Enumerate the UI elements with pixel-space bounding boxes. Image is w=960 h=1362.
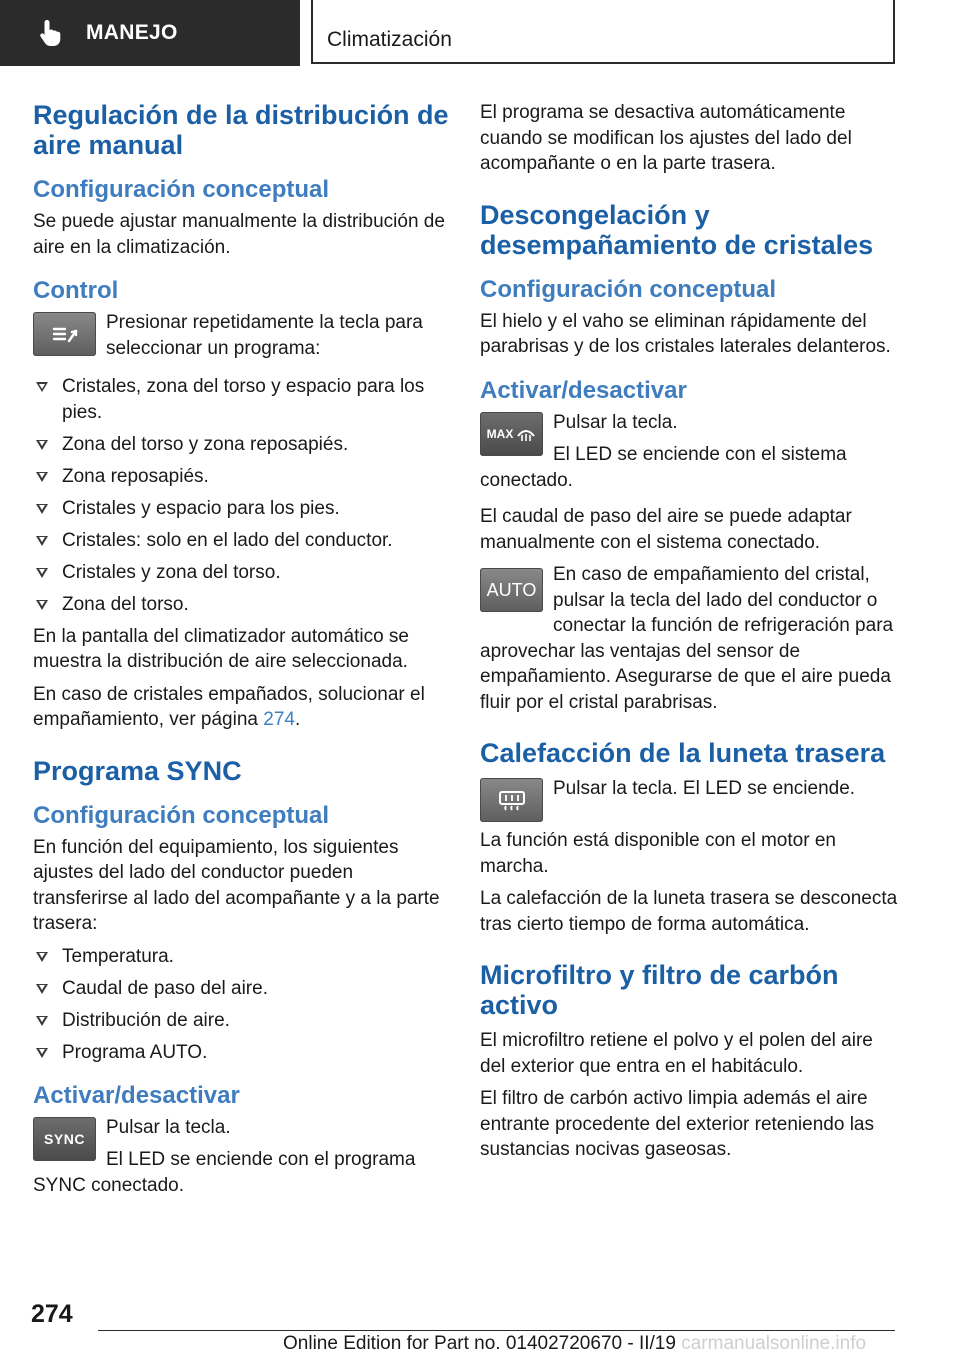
triangle-bullet-icon <box>36 952 48 962</box>
paragraph: El programa se desactiva automáticamente cuando se modifican los ajustes del lado del acompañante o en la parte trasera. <box>480 102 852 174</box>
list-item: Temperatura. <box>33 944 453 970</box>
sync-button-icon <box>33 1117 96 1161</box>
paragraph: En función del equipamiento, los siguientes ajustes del lado del conductor pueden transferirse al lado del acompañante y a la parte trasera: <box>33 836 440 934</box>
paragraph: En la pantalla del climatizador automático se muestra la distribución de aire seleccionada. <box>33 625 409 672</box>
chapter-header <box>311 0 895 64</box>
triangle-bullet-icon <box>36 440 48 450</box>
section-title: Microfiltro y filtro de carbón activo <box>480 960 839 1020</box>
paragraph: En caso de cristales empañados, solucionar el empañamiento, ver página 274. <box>33 683 425 730</box>
watermark: carmanualsonline.info <box>681 1333 867 1354</box>
subsection-heading: Control <box>33 277 119 304</box>
rear-defrost-instruction <box>480 776 898 828</box>
section-title: Programa SYNC <box>33 755 242 786</box>
list-item: Zona del torso y zona reposapiés. <box>33 432 453 458</box>
paragraph: En caso de empañamiento del cristal, pulsar la tecla del lado del conductor o conectar la función de refrigeración para aprovechar las ventajas del sensor de empañamiento. Asegurarse de que el aire pueda fluir por el cristal parabrisas. <box>480 564 894 713</box>
auto-button-icon <box>480 568 543 612</box>
paragraph: Pulsar la tecla. <box>106 1116 231 1138</box>
subsection-heading: Activar/desactivar <box>480 376 687 404</box>
paragraph: El LED se enciende con el sistema conectado. <box>480 444 847 491</box>
left-column <box>33 100 453 1205</box>
triangle-bullet-icon <box>36 1048 48 1058</box>
sync-instruction <box>33 1115 453 1199</box>
auto-instruction <box>480 562 898 715</box>
list-item: Cristales: solo en el lado del conductor. <box>33 528 453 554</box>
control-instruction <box>33 310 453 368</box>
footer-divider <box>98 1330 895 1331</box>
max-button-label: MAX <box>486 426 514 441</box>
max-defrost-button-icon <box>480 412 543 456</box>
page-number: 274 <box>31 1300 73 1328</box>
paragraph: El filtro de carbón activo limpia además el aire entrante procedente del exterior reteniendo las sustancias nocivas gaseosas. <box>480 1088 874 1160</box>
subsection-heading: Activar/desactivar <box>33 1081 240 1109</box>
paragraph: Presionar repetidamente la tecla para seleccionar un programa: <box>106 312 423 359</box>
list-item: Cristales y espacio para los pies. <box>33 496 453 522</box>
paragraph: Se puede ajustar manualmente la distribución de aire en la climatización. <box>33 211 445 258</box>
list-item: Programa AUTO. <box>33 1040 453 1066</box>
list-item: Zona del torso. <box>33 592 453 618</box>
right-column <box>480 100 898 1170</box>
auto-button-label: AUTO <box>486 579 537 600</box>
paragraph: El hielo y el vaho se eliminan rápidamente del parabrisas y de los cristales laterales delanteros. <box>480 310 891 357</box>
list-item: Cristales, zona del torso y espacio para los pies. <box>33 374 453 425</box>
list-item: Distribución de aire. <box>33 1008 453 1034</box>
triangle-bullet-icon <box>36 536 48 546</box>
triangle-bullet-icon <box>36 472 48 482</box>
paragraph: Pulsar la tecla. El LED se enciende. <box>553 778 856 799</box>
air-distribution-button-icon <box>33 312 96 356</box>
paragraph: El caudal de paso del aire se puede adaptar manualmente con el sistema conectado. <box>480 506 852 553</box>
paragraph: El microfiltro retiene el polvo y el polen del aire del exterior que entra en el habitáculo. <box>480 1030 873 1077</box>
list-item: Zona reposapiés. <box>33 464 453 490</box>
subsection-heading: Configuración conceptual <box>33 801 330 829</box>
triangle-bullet-icon <box>36 984 48 994</box>
paragraph: La función está disponible con el motor en marcha. <box>480 830 836 877</box>
sync-list <box>33 944 453 1066</box>
program-list <box>33 374 453 617</box>
triangle-bullet-icon <box>36 568 48 578</box>
section-title: Descongelación y desempañamiento de cristales <box>480 199 874 260</box>
paragraph: Pulsar la tecla. <box>553 411 678 433</box>
subsection-heading: Configuración conceptual <box>33 176 330 203</box>
sync-button-label: SYNC <box>44 1130 85 1147</box>
triangle-bullet-icon <box>36 382 48 392</box>
triangle-bullet-icon <box>36 504 48 514</box>
paragraph: La calefacción de la luneta trasera se desconecta tras cierto tiempo de forma automática. <box>480 888 898 935</box>
defrost-instruction <box>480 410 898 494</box>
section-title: Regulación de la distribución de aire manual <box>33 100 449 160</box>
section-title: Calefacción de la luneta trasera <box>480 738 886 768</box>
list-item: Cristales y zona del torso. <box>33 560 453 586</box>
chapter-label: Climatización <box>327 28 452 51</box>
section-tab <box>0 0 300 66</box>
edition-text: Online Edition for Part no. 01402720670 - II/19 <box>283 1333 676 1354</box>
triangle-bullet-icon <box>36 600 48 610</box>
footer-text <box>283 1333 866 1355</box>
subsection-heading: Configuración conceptual <box>480 275 777 303</box>
rear-window-heating-button-icon <box>480 778 543 822</box>
page-link[interactable]: 274 <box>263 709 295 730</box>
list-item: Caudal de paso del aire. <box>33 976 453 1002</box>
paragraph: El LED se enciende con el programa SYNC conectado. <box>33 1149 416 1196</box>
hand-pointer-icon <box>38 18 68 48</box>
triangle-bullet-icon <box>36 1016 48 1026</box>
section-label: MANEJO <box>86 21 178 44</box>
